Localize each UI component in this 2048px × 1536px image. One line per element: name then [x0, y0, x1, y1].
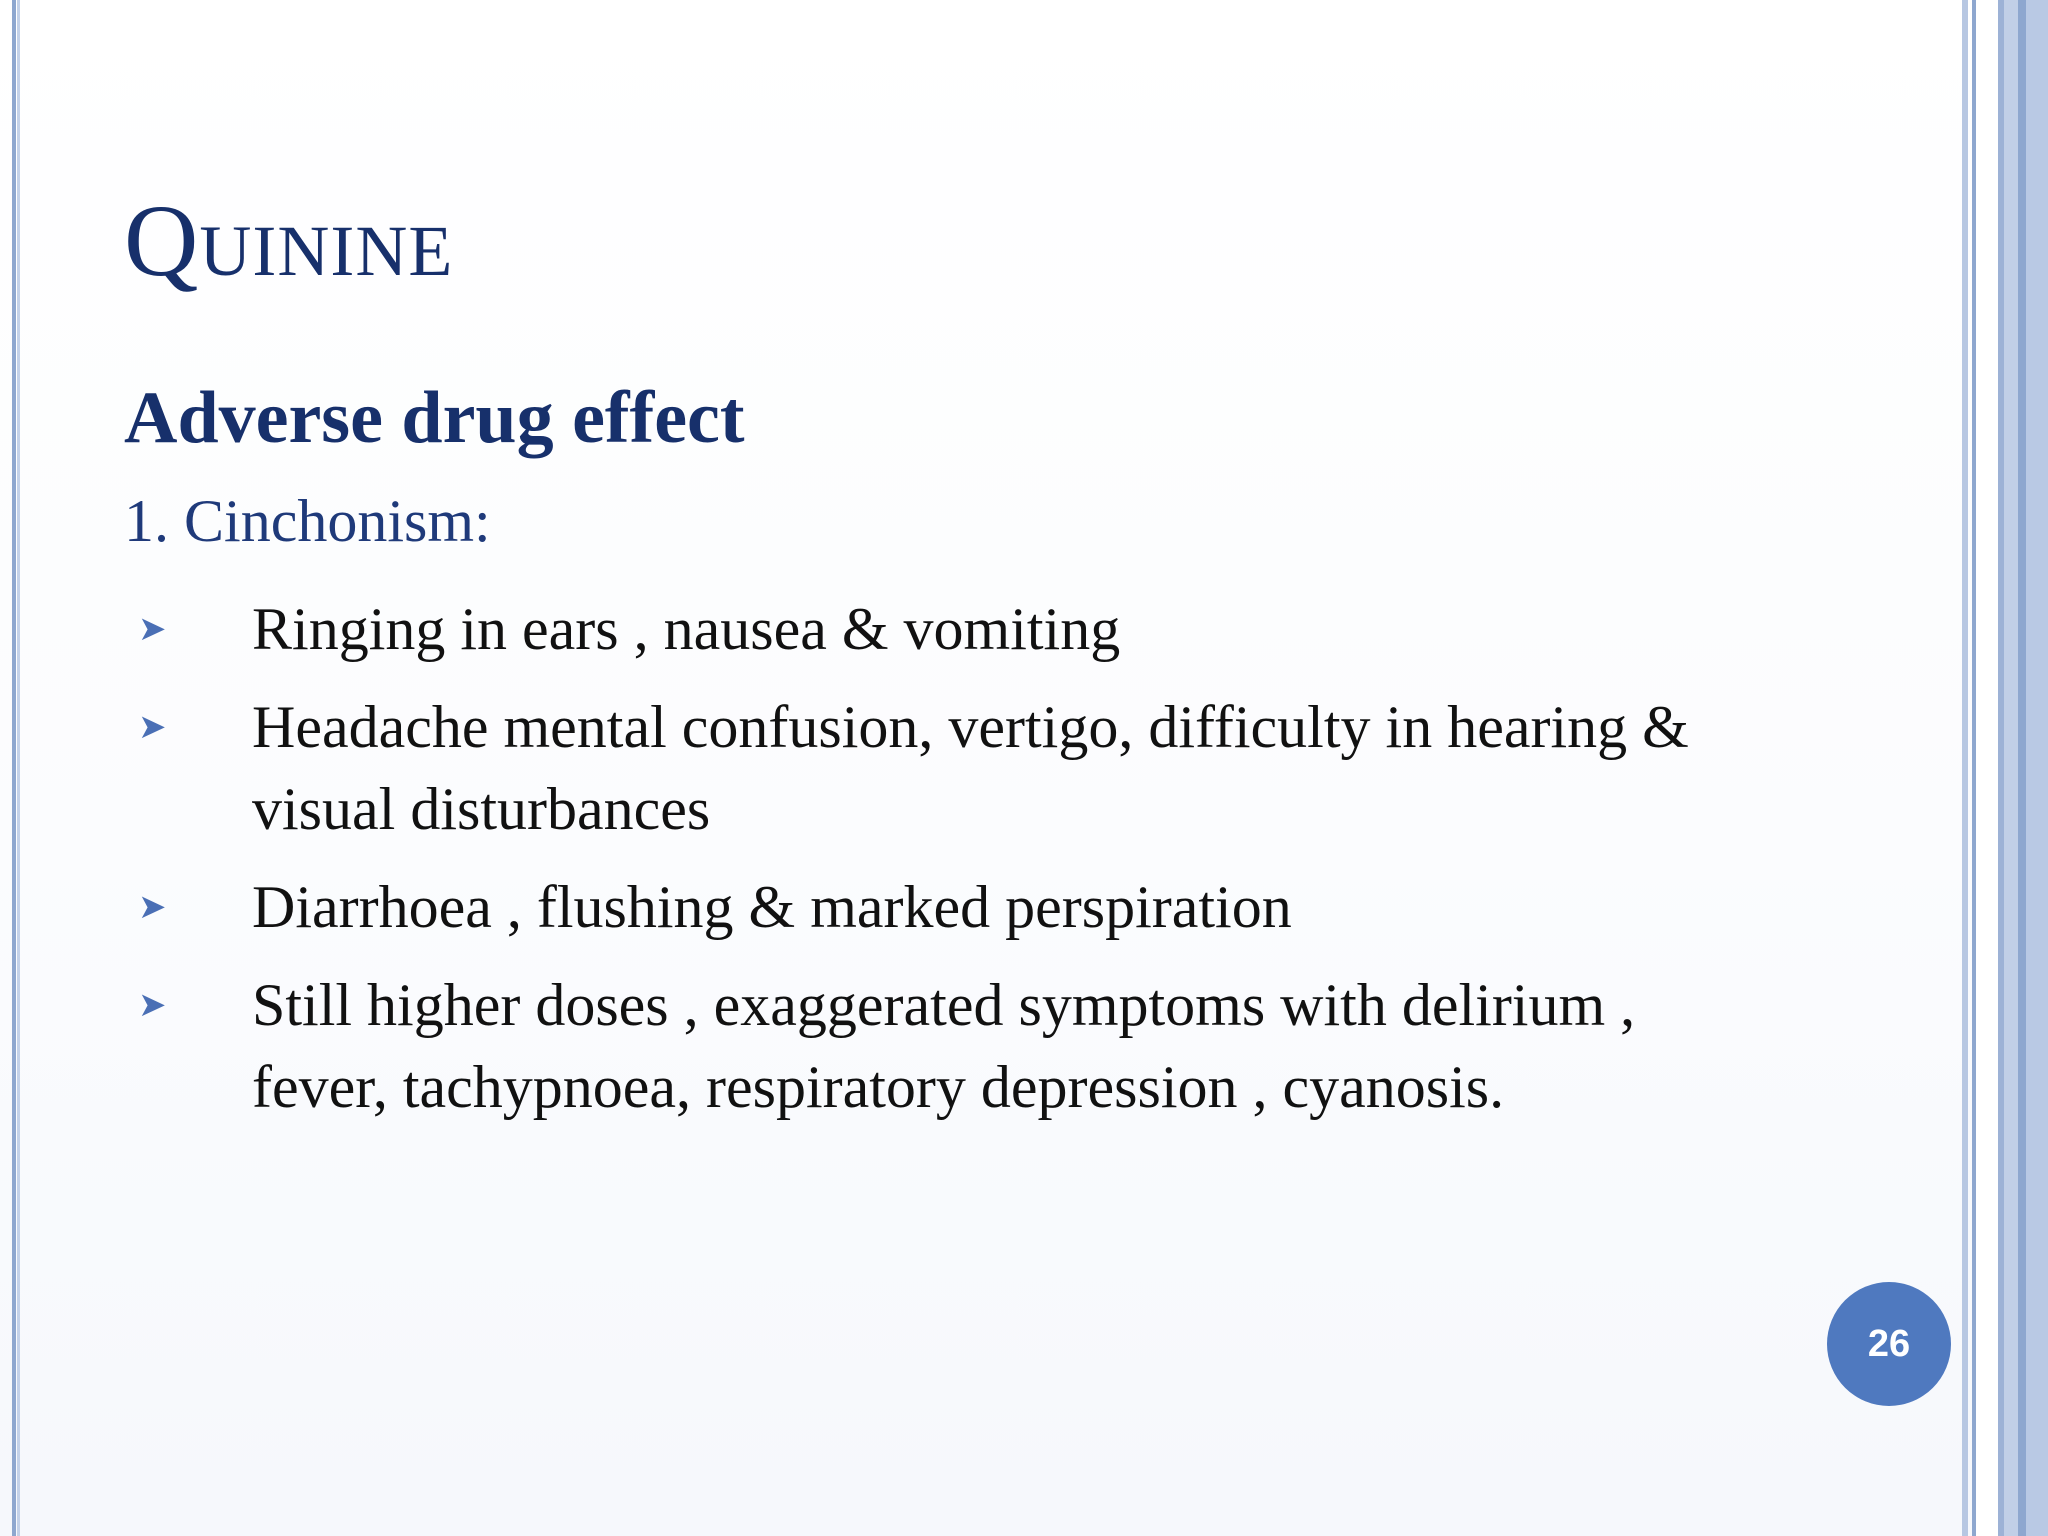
- bullet-item: [124, 866, 1724, 948]
- page-number-badge: [1827, 1282, 1951, 1406]
- numbered-item-label: Cinchonism:: [184, 488, 491, 554]
- bullet-text: Headache mental confusion, vertigo, difficulty in hearing & visual disturbances: [252, 694, 1689, 842]
- left-border-decoration: [0, 0, 24, 1536]
- page-number: 26: [1867, 1322, 1911, 1365]
- arrow-bullet-icon: ➤: [138, 707, 167, 747]
- slide-subtitle: Adverse drug effect: [124, 377, 745, 459]
- numbered-item: [124, 488, 491, 554]
- bullet-text: Diarrhoea , flushing & marked perspiration: [252, 874, 1292, 940]
- arrow-bullet-icon: ➤: [138, 609, 167, 649]
- right-stripes-decoration: [1958, 0, 2048, 1536]
- numbered-item-number: 1.: [124, 488, 169, 554]
- slide-title: Quinine: [124, 184, 454, 298]
- bullet-item: [124, 588, 1724, 670]
- arrow-bullet-icon: ➤: [138, 887, 167, 927]
- bullet-item: [124, 686, 1724, 850]
- bullet-item: [124, 964, 1724, 1128]
- bullet-text: Ringing in ears , nausea & vomiting: [252, 596, 1121, 662]
- arrow-bullet-icon: ➤: [138, 985, 167, 1025]
- bullet-list: [124, 588, 1724, 1144]
- bullet-text: Still higher doses , exaggerated symptoms with delirium , fever, tachypnoea, respiratory depression , cyanosis.: [252, 972, 1636, 1120]
